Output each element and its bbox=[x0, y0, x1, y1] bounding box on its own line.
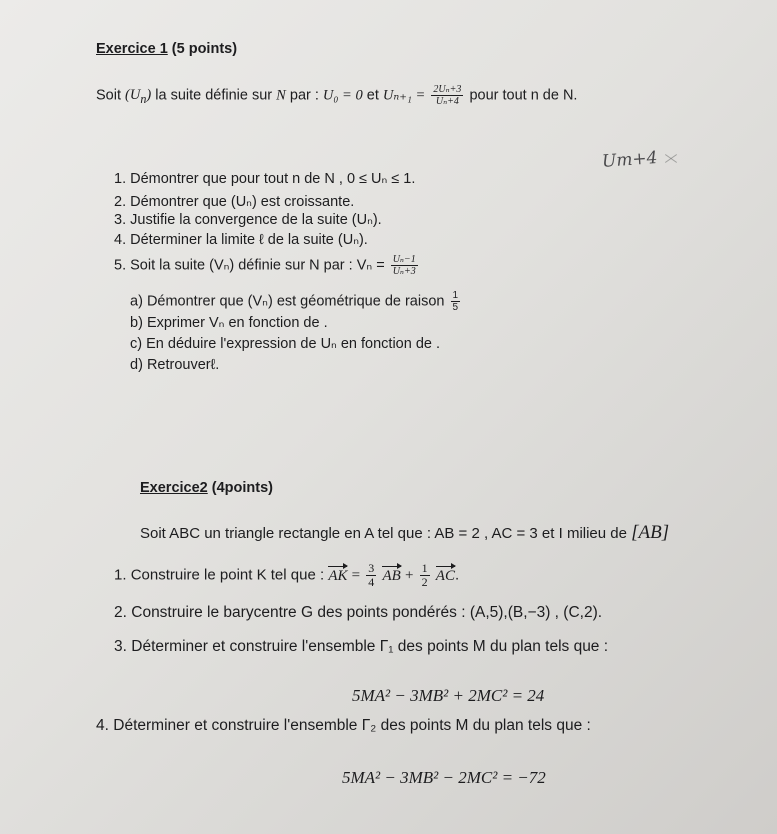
exercise2-title: Exercice2 bbox=[140, 480, 208, 496]
ex1-question-1: 1. Démontrer que pour tout n de N , 0 ≤ Uₙ ≤ 1. bbox=[114, 171, 416, 187]
ex2-question-1: 1. Construire le point K tel que : AK = $\frac{3}{4}$ AB + $\frac{1}{2}$ AC. bbox=[114, 561, 460, 590]
segment-ab: [AB] bbox=[631, 522, 670, 543]
intro-text: pour tout n de N. bbox=[469, 87, 578, 104]
ex1-question-5: 5. Soit la suite (Vₙ) définie sur N par : Vₙ = $\frac{\text{Uₙ−1}}{\text{Uₙ+3}}$ bbox=[114, 254, 416, 277]
sequence-u: $(U_n)$ bbox=[125, 87, 152, 107]
intro-text: Soit bbox=[96, 87, 121, 104]
v-definition-fraction: $\frac{\text{Uₙ−1}}{\text{Uₙ+3}}$ bbox=[392, 254, 416, 277]
recurrence-lhs: Uₙ₊₁ = bbox=[382, 87, 426, 104]
ex1-question-4: 4. Déterminer la limite ℓ de la suite (Uₙ). bbox=[114, 232, 368, 248]
intro-text: la suite définie sur bbox=[155, 87, 273, 104]
exercise1-points: (5 points) bbox=[171, 41, 238, 57]
coef-three-quarters: $\frac{3}{4}$ bbox=[368, 561, 375, 590]
ex1-question-5d: d) Retrouverℓ. bbox=[130, 357, 220, 373]
coef-one-half: $\frac{1}{2}$ bbox=[421, 561, 428, 590]
ex2-question-4: 4. Déterminer et construire l'ensemble Γ₂ des points M du plan tels que : bbox=[96, 717, 591, 734]
ratio-fraction: $\frac{1}{5}$ bbox=[452, 290, 459, 313]
recurrence-fraction: $\frac{\text{2Uₙ+3}}{\text{Uₙ+4}}$ bbox=[433, 84, 462, 107]
exercise1-intro bbox=[96, 84, 577, 107]
exercise2-points: (4points) bbox=[211, 480, 273, 496]
exercise1-heading bbox=[96, 41, 237, 58]
vector-ac: AC bbox=[435, 567, 455, 584]
ex1-question-3: 3. Justifie la convergence de la suite (Uₙ). bbox=[114, 212, 382, 228]
ex2-question-3: 3. Déterminer et construire l'ensemble Γ₁ des points M du plan tels que : bbox=[114, 638, 609, 655]
vector-ak: AK bbox=[328, 567, 348, 584]
vector-ab: AB bbox=[382, 567, 401, 584]
ex2-question-2: 2. Construire le barycentre G des points pondérés : (A,5),(B,−3) , (C,2). bbox=[114, 604, 603, 621]
exercise2-heading bbox=[140, 480, 273, 497]
ex1-question-2: 2. Démontrer que (Uₙ) est croissante. bbox=[114, 194, 355, 210]
set-n: N bbox=[276, 87, 286, 104]
exercise2-intro: Soit ABC un triangle rectangle en A tel que : AB = 2 , AC = 3 et I milieu de [AB] bbox=[140, 522, 670, 543]
exercise1-title: Exercice 1 bbox=[96, 41, 168, 57]
handwritten-note: Um+4 bbox=[601, 148, 659, 172]
ex1-question-5a: a) Démontrer que (Vₙ) est géométrique de raison $\frac{1}{5}$ bbox=[130, 290, 459, 313]
ex1-question-5b: b) Exprimer Vₙ en fonction de . bbox=[130, 315, 328, 331]
ex1-question-5c: c) En déduire l'expression de Uₙ en fonction de . bbox=[130, 336, 441, 352]
intro-text: par : bbox=[289, 87, 319, 104]
ex2-formula-gamma1: 5MA² − 3MB² + 2MC² = 24 bbox=[352, 686, 545, 705]
ex2-formula-gamma2: 5MA² − 3MB² − 2MC² = −72 bbox=[342, 768, 546, 787]
initial-value: U₀ = 0 bbox=[322, 87, 363, 104]
intro-text: et bbox=[366, 87, 379, 104]
